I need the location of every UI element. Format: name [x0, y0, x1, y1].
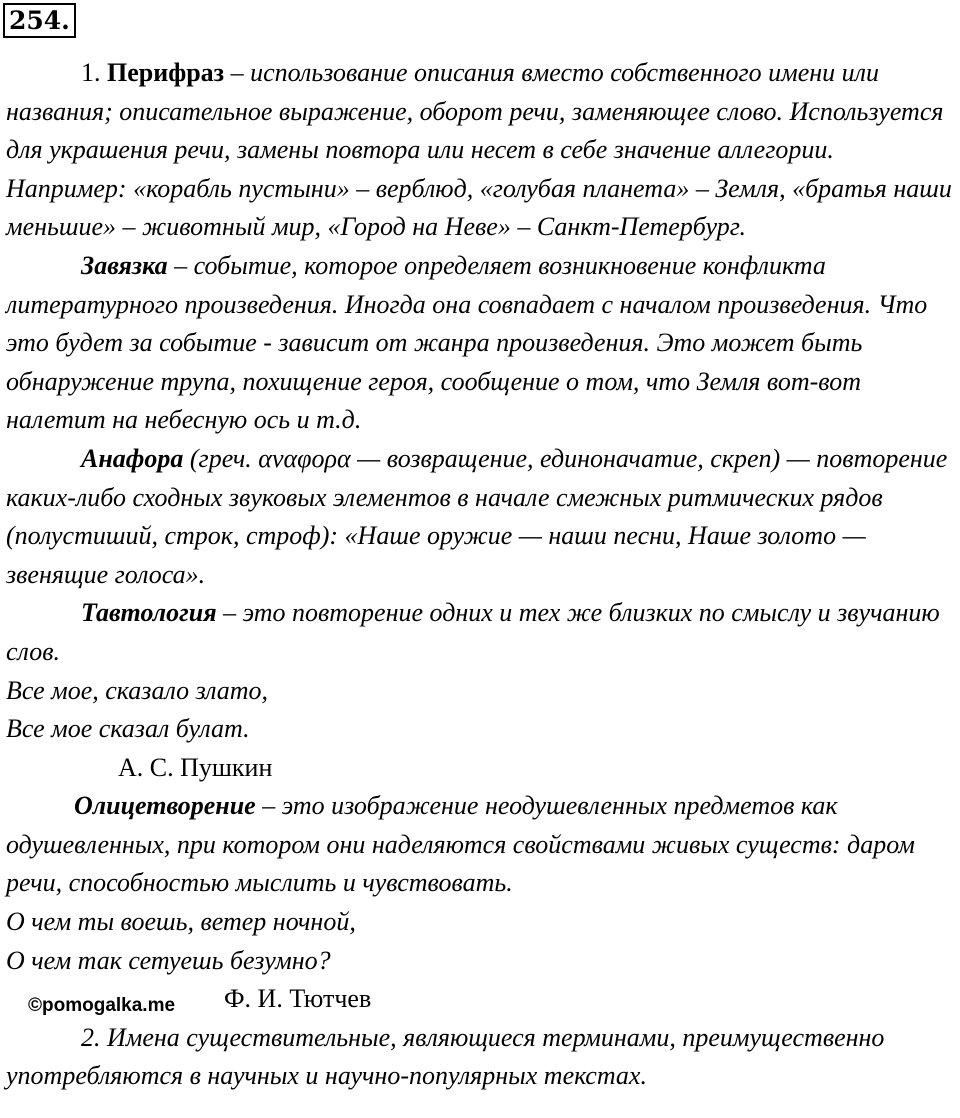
term-anafora: Анафора — [81, 443, 184, 473]
verse-author: Ф. И. Тютчев — [224, 984, 372, 1014]
perifraz-definition: – использование описания вместо собственного имени или названия; описательное выражение, оборот речи, заменяющее слово. Используется для украшения речи, замены повтора или несет в себе значение аллегории. Например: «корабль пустыни» – верблюд, «голубая планета» – Земля, «братья наши меньшие» – животный мир, «Город на Неве» – Санкт-Петербург. — [6, 58, 952, 242]
term-olicetvorenie: Олицетворение — [74, 791, 256, 821]
verse-line: Все мое, сказало злато, — [6, 675, 269, 705]
part2-paragraph: 2. Имена существительные, являющиеся терминами, преимущественно употребляются в научных и научно-популярных текстах. — [6, 1022, 885, 1091]
verse-line: О чем так сетуешь безумно? — [6, 945, 331, 975]
answer-text — [6, 54, 958, 1096]
tavtologiya-definition: – это повторение одних и тех же близких по смыслу и звучанию слов. — [6, 598, 940, 666]
watermark: ©pomogalka.me — [28, 995, 176, 1016]
anafora-definition: — возвращение, единоначатие, скреп) — повторение каких-либо сходных звуковых элементов в начале смежных ритмических рядов (полустиший, строк, строф): «Наше оружие — наши песни, Наше золото — звенящие голоса». — [6, 443, 948, 589]
term-zavyazka: Завязка — [81, 250, 168, 280]
term-tavtologiya: Тавтология — [81, 598, 217, 628]
perifraz-paragraph — [6, 54, 958, 247]
verse-line: Все мое сказал булат. — [6, 714, 250, 744]
term-perifraz: Перифраз — [107, 58, 225, 87]
task-number: 254. — [3, 3, 76, 38]
zavyazka-definition: – событие, которое определяет возникновение конфликта литературного произведения. Иногда она совпадает с началом произведения. Что это будет за событие - зависит от жанра произведения. Это может быть обнаружение трупа, похищение героя, сообщение о том, что Земля вот-вот налетит на небесную ось и т.д. — [6, 250, 928, 435]
verse-line: О чем ты воешь, ветер ночной, — [6, 907, 356, 937]
verse-author: А. С. Пушкин — [118, 752, 273, 782]
zavyazka-paragraph — [6, 247, 958, 440]
anafora-paragraph — [6, 440, 958, 594]
anafora-prefix: (греч. — [183, 443, 259, 473]
olicetvorenie-paragraph — [6, 787, 958, 903]
tavtologiya-paragraph — [6, 594, 958, 671]
anafora-greek: αναφορα — [258, 443, 351, 473]
olicetvorenie-definition: – это изображение неодушевленных предметов как одушевленных, при котором они наделяются свойствами живых существ: даром речи, способностью мыслить и чувствовать. — [6, 791, 915, 898]
item-number: 1. — [81, 58, 101, 87]
